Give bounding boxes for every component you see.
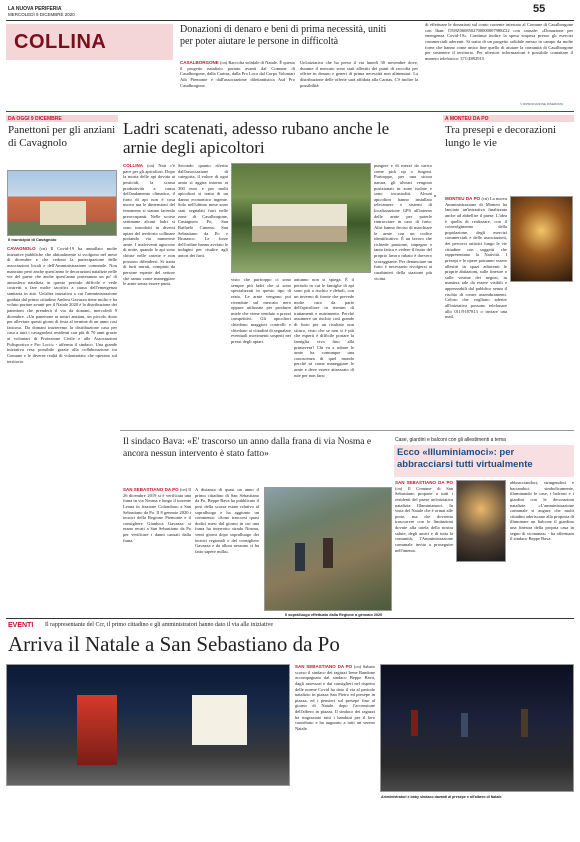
mid-right-story-headline: Ecco «Illuminiamoci»: per abbracciarsi tutti virtualmente — [397, 447, 533, 470]
mid-left-story-col-1: SAN SEBASTIANO DA PO (cn) Il 26 dicembre 2019 si è verificata una frana in via Nosma e lungo il torrente Leona in frazione Colombaro a San Sebastiano da Po. Il 8 gennaio 2020 i tecnici della Regione Piemonte e il consigliere Gianluca Gavazza si erano recati a San Sebastiano da Po per verificare i danni causati dalla frana. — [123, 487, 191, 543]
header-rule — [6, 20, 574, 21]
bottom-story-photo-left — [6, 664, 290, 786]
left-story-headline: Panettoni per gli anziani di Cavagnolo — [8, 124, 116, 149]
mid-right-story-kicker: Case, giardini e balconi con gli allestimenti a tema — [395, 437, 506, 443]
top-story-col-2: Un'iniziativa che ha preso il via lunedì 30 novembre dove, durante il mercato sono stati allestiti dei punti di raccolta per offrire in denaro e generi di prima necessità non alimentari. La distribuzione delle offerte sarà affidata alla Caritas. C'è inoltre la possibilità — [300, 60, 418, 88]
left-story-photo-caption: Il municipio di Cavagnolo — [8, 237, 57, 242]
right-story-photo — [510, 196, 573, 282]
copyright: © RIPRODUZIONE RISERVATA — [520, 102, 564, 106]
left-story-photo — [7, 170, 117, 236]
top-story-col-1: CASALBORGONE (cn) Raccolta solidale di Natale. È questo il progetto natalizio portato avanti dal Comune di Casalborgone, dalla Caritas, dalla Pro Loco dal Corpo Volontari Aib Piemonte e dall'associazione dilettantistica Asd Pro Casalborgone. — [180, 60, 295, 88]
page-number: 55 — [533, 3, 546, 15]
bottom-story-body: SAN SEBASTIANO DA PO (cn) Sabato scorso il sindaco dei ragazzi Irene Bandone accompagnata dal sindaco Beppe Bava, dagli assessori e dai consiglieri nel rispetto delle norme Covid ha dato il via al periodo natalizio in piazza San Pietro ed presepe in piazza, ed i pensieri sul presepe fino al giorno di Natale dopo l'accensione dell'albero in piazza. Il sindaco dei ragazzi ha ringraziato tutti i bambini per il loro contributo e ha augurato a tutti un sereno Natale. — [295, 664, 375, 731]
main-story-headline: Ladri scatenati, adesso rubano anche le arnie degli apicoltori — [123, 119, 390, 157]
top-rule — [6, 111, 574, 112]
bottom-story-photo-right — [380, 664, 574, 792]
mid-rule — [120, 430, 574, 431]
mid-right-story-col-2: abbracciandoci, stringendoci e baciandoci simbolicamente, illuminando le case, i balconi e i giardini con le decorazioni natalizie. «L'amministrazione comunale si augura che molti cittadini aderiscano alla proposta di illuminare un balcone il giardino una finestra della propria casa in segno di vicinanza» - ha affermato il sindaco Beppe Bava. — [510, 480, 574, 542]
mid-left-story-photo — [264, 487, 392, 611]
mid-left-story-col-2: A distanza di quasi un anno il primo cittadino di San Sebastiano da Po, Beppe Bava ha pubblicato il post della scorsa estate relativo al sopralluogo e ha aggiunto un commento: «Sono trascorsi quasi dodici mesi dal giorno in cui una frana ha interrotto strada Nosma, venti giorni dopo sopralluogo dei tecnici regionali e del consigliere Gavazza e da allora nessuno ci ha fatto sapere nulla». — [195, 487, 259, 554]
mid-right-story-photo — [456, 480, 506, 562]
mid-right-story-col-1: SAN SEBASTIANO DA PO (cn) Il Comune di San Sebastiano propone a tutti i residenti del paese un'iniziativa natalizia: Illuminiamoci. In vista del Natale che è ormai alle porte, ma che dovremo trascorrere con le limitazioni dovute alla tutela della nostra salute, degli amici e di tutta la comunità, l'Amministrazione comunale invita a proseguire nell'intento. — [395, 480, 453, 553]
top-story-lead: CASALBORGONE — [180, 60, 219, 65]
main-story-col-1: COLLINA (cn) Non c'è pace per gli apicoltori. Dopo la moria delle api dovuta ai pesticidi, la scarsa produttività a causa dell'andamento climatico, il furto di api non è cosa nuova ma le dimensioni del fenomeno si stanno facendo preoccupanti. Nelle scorse settimane alcuni ladri si sono introdotti in diversi apiari del territorio collinare portando via numerose arnie. I malviventi agiscono di notte, quando le api sono chiuse nelle casette e non possono difendersi. Si tratta di furti mirati, compiuti da persone esperte del settore che sanno come maneggiare le arnie senza essere punti. — [123, 163, 175, 287]
bottom-story-headline: Arriva il Natale a San Sebastiano da Po — [8, 632, 340, 656]
main-story-col-5: pungere e di mezzi da carico come pick up o furgoni. Purtroppo, per una sicura natura, gli alveari vengono posizionati in zone isolate e sono incustoditi. Alcuni apicoltori hanno installato telecamere e sistemi di localizzazione GPS all'interno delle arnie per poterle rintracciare in caso di furto. Altri hanno deciso di marchiare le arnie con un codice identificativo. È un lavoro che richiede passione, impegno e tanta fatica e vedere il frutto del proprio lavoro rubato è davvero scoraggiante. Per denunciare un furto è necessario rivolgersi ai carabinieri della stazione più vicina. — [374, 163, 432, 281]
right-story-headline: Tra presepi e decorazioni lungo le vie — [445, 124, 557, 149]
right-story-body: MONTEU DA PO (cn) La nuova Amministrazione di Monteu ha lanciato un'iniziativa finalizzata anche ad abbellire il paese. L'idea è quella di realizzare, con il coinvolgimento della popolazione, degli esercizi commerciali e delle associazioni, dei percorsi artistici lungo le vie cittadine con soggetti che rappresentano la Natività. I presepi e le opere potranno essere allestiti in spazi adiacenti le proprie abitazioni, sulle finestre o sulle vetrine dei negozi, in maniera tale da essere visibili e apprezzabili dal pubblico senza il rischio di creare assembramenti. Coloro che vogliono aderire all'iniziativa possono telefonare allo 011/9187813 o inviare una mail. — [445, 196, 507, 320]
top-story-headline: Donazioni di denaro e beni di prima necessità, uniti per poter aiutare le persone in difficoltà — [180, 24, 387, 47]
bottom-story-photo-caption: Amministratori e baby sindaco davanti al presepe e all'albero di Natale — [381, 795, 502, 799]
main-story-col-4: autunno non si spiega. È il periodo in cui le famiglie di api sono più a rischio e deboli, con un inverno di fronte che prevede molte cura da parte dell'apicoltore in termini di trattamenti e nutrimento. Perché assumere un rischio così grande di furto per un risultato non sicuro, visto che se non si è più che esperti è difficile portare la famiglia viva fino alla primavera? Chi va a rubare le arnie ha comunque una conoscenza di quel mondo perché sa come maneggiare le arnie e deve essere attrezzato di tute per non farsi — [294, 277, 354, 378]
bottom-story-kicker: EVENTI — [8, 622, 34, 629]
issue-date: MERCOLEDÌ 9 DICEMBRE 2020 — [8, 12, 75, 17]
top-story-col-3: di effettuare le donazioni sul conto corrente intestato al Comune di Casalborgone con Iban: IT69Z0608502700000007988Z22 con causale: «Donazione per emergenza Covid-19». Continua inoltre la spesa sospesa presso gli esercizi commerciali aderenti. Si tratta di un progetto solidale messo in campo da molte forne che hanno come unico fine quello di aiutare la comunità di Casalborgone per sostenere il territorio. Per ulteriori informazioni è possibile contattare il numero telefonico: 371/4892915. — [425, 22, 573, 61]
main-story-col-3: visto che purtroppo ci sono sempre più ladri che si sono specializzati in questo tipo di reato. Le arnie vengono poi rivendute sul mercato nero oppure utilizzate per produrre miele che viene venduto a prezzi competitivi. Gli apicoltori chiedono maggiori controlli e chiedono ai cittadini di segnalare eventuali movimenti sospetti nei pressi degli apiari. — [231, 277, 291, 344]
mid-left-story-photo-caption: Il sopralluogo effettuato dalla Regione a gennaio 2020 — [285, 613, 383, 617]
main-story-col-2: Secondo quanto riferito dall'associazione di categoria, il valore di ogni arnia si aggira intorno ai 300 euro e per molti apicoltori si tratta di un danno economico ingente. Solo nell'ultimo mese sono stati segnalati furti nelle zone di Casalborgone, Castagneto Po, San Raffaele Cimena, San Sebastiano da Po e Brusasco. Le forze dell'ordine hanno avviato le indagini per risalire agli autori dei furti. — [178, 163, 228, 258]
masthead: LA NUOVA PERIFERIA — [8, 6, 62, 12]
mid-left-story-headline: Il sindaco Bava: «E' trascorso un anno dalla frana di via Nosma e ancora nessun intervento è stato fatto» — [123, 437, 372, 459]
section-title: COLLINA — [14, 31, 107, 53]
main-story-photo — [231, 163, 371, 273]
bottom-story-kicker-text: Il rappresentante del Ccr, il primo cittadino e gli amministratori hanno dato il via alle iniziative — [45, 622, 274, 628]
bottom-rule — [6, 618, 574, 619]
left-story-body: CAVAGNOLO (cn) Il Covid-19 ha annullato molte iniziative pubbliche che abitualmente si svolgono nel mese di dicembre e che vedono la partecipazione delle associazioni locali e dell'Amministrazione comunale. Non mancano però anche quest'anno le decorazioni natalizie nelle vie del paese che anche quest'anno porteranno un po' di atmosfera natalizia in questo periodo difficile e vede costretti a fare molte sacrifici a causa dell'emergenza sanitaria in atto. Un'altra iniziativa a cui l'amministrazione guidata dal primo cittadino Andrea Gavazza tiene molto e ha voluto portare avanti per il Natale 2020 è la distribuzione dei panettoni che prenderà il via da domani, mercoledì 9 dicembre. «Un panettone ai nostri anziani, un piccolo dono per alleviare questi giorni di festa al termine di un anno così faticoso. Da domani inizieremo la distribuzione casa per casa a tutti i cavagnolesi residenti con più di 70 anni grazie ai volontari di Protezione Civile e alle Associazioni Polisportiva e Pro Loco» - afferma il sindaco. Una grande iniziativa resa possibile grazie alla collaborazione tra Comune e le diverse realtà di volontariato che operano sul territorio. — [7, 246, 117, 364]
main-story-photo-2 — [434, 195, 436, 197]
left-story-kicker-text: DA OGGI 9 DICEMBRE — [8, 116, 62, 122]
right-story-kicker: A MONTEU DA PO — [445, 116, 489, 122]
